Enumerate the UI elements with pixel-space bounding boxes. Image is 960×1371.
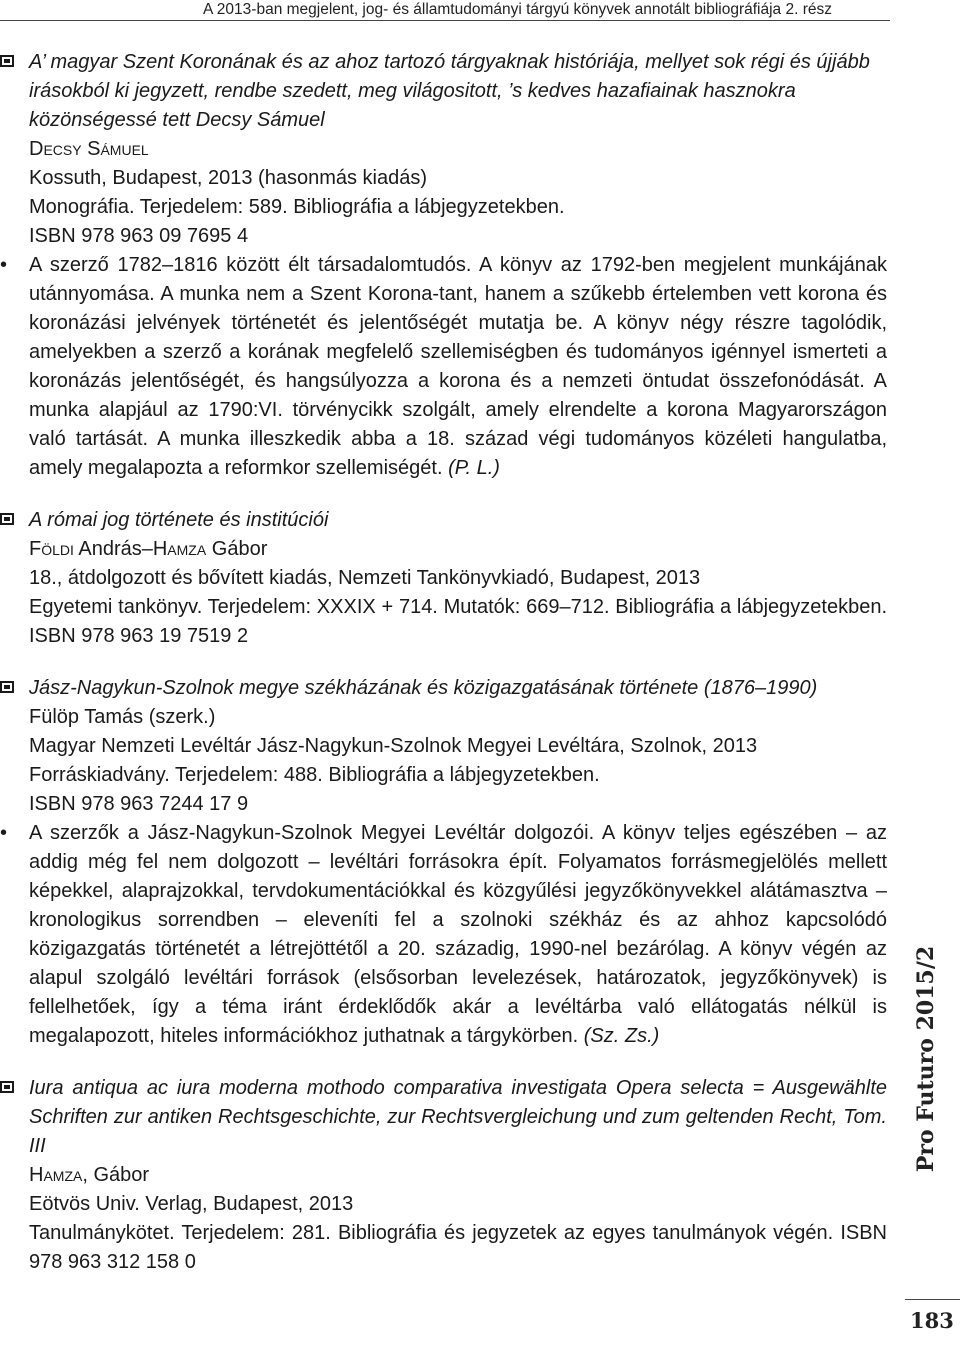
author-surname: Hamza xyxy=(152,538,207,560)
magazine-title: Pro Futuro 2015/2 xyxy=(913,945,939,1173)
annotation-text: A szerzők a Jász-Nagykun-Szolnok Megyei Levéltár dolgozói. A könyv teljes egészében – az addig még fel nem dolgozott – levéltári forrásokra épít. Folyamatos forrásmegjelölés mellett képekkel, alaprajzokkal, tervdokumentációkkal és közgyűlési jegyzőkönyvekkel alátámasztva – kronologikus sorrendben – eleveníti fel a szolnoki székház és az ahhoz kapcsolódó közigazgatás történetét a létrejöttétől a 20. századig, 1990-nel bezárólag. A könyv végén az alapul szolgáló levéltári források (elsősorban levelezések, határozatok, jegyzőkönyvek) is fellelhetőek, így a téma iránt érdeklődők akár a levéltárba való ellátogatás nélkül is megalapozott, hiteles információkhoz juthatnak a tárgykörben. xyxy=(29,822,887,1047)
square-bullet-icon xyxy=(0,55,14,67)
entry-publisher: 18., átdolgozott és bővített kiadás, Nemzeti Tankönyvkiadó, Budapest, 2013 xyxy=(29,567,701,589)
entry-annotation xyxy=(0,251,887,483)
annotation-text: A szerző 1782–1816 között élt társadalomtudós. A könyv az 1792-ben megjelent munkájának utánnyomása. A munka nem a Szent Korona-tant, hanem a szűkebb értelemben vett korona és koronázási jelvények történetét és jelentőségét mutatja be. A könyv négy részre tagolódik, amelyekben a szerző a korának megfelelő szellemiségben és tudományos igénnyel ismerteti a koronázás jelentőségét, és hangsúlyozza a korona és a nemzeti öntudat összefonódását. A munka alapjául az 1790:VI. törvénycikk szolgált, amely elrendelte a korona Magyarországon való tartását. A munka illeszkedik abba a 18. század végi tudományos közéleti hangulatba, amely megalapozta a reformkor szellemiségét. xyxy=(29,254,887,479)
author-surname: Földi xyxy=(29,538,74,560)
magazine-side-label xyxy=(892,944,960,1174)
entry-title: A’ magyar Szent Koronának és az ahoz tartozó tárgyaknak históriája, mellyet sok régi és újjább irásokból ki jegyzett, rendbe szedett, meg világositott, ’s kedves hazafiainak hasznokra közönségessé tett Decsy Sámuel xyxy=(29,51,870,131)
entry-title: Jász-Nagykun-Szolnok megye székházának és közigazgatásának története (1876–1990) xyxy=(29,677,818,699)
bibliography-list xyxy=(0,48,960,1277)
entry-publisher: Kossuth, Budapest, 2013 (hasonmás kiadás) xyxy=(29,167,428,189)
entry-annotation xyxy=(0,819,887,1051)
author-first-name: , Gábor xyxy=(82,1164,150,1186)
running-header-text: A 2013-ban megjelent, jog- és államtudományi tárgyú könyvek annotált bibliográfiája 2. rész xyxy=(203,1,832,18)
entry-isbn: ISBN 978 963 7244 17 9 xyxy=(29,793,249,815)
entry-isbn: ISBN 978 963 09 7695 4 xyxy=(29,225,249,247)
entry-publisher: Eötvös Univ. Verlag, Budapest, 2013 xyxy=(29,1193,354,1215)
entry-title: Iura antiqua ac iura moderna mothodo comparativa investigata Opera selecta = Ausgewählte Schriften zur antiken Rechtsgeschichte, zur Rechtsvergleichung und zum geltenden Recht, Tom. III xyxy=(29,1077,887,1157)
bibliography-entry xyxy=(0,506,887,651)
square-bullet-icon xyxy=(0,513,14,525)
running-header xyxy=(0,0,890,21)
annotation-initials: (P. L.) xyxy=(448,457,500,479)
entry-description: Egyetemi tankönyv. Terjedelem: XXXIX + 714. Mutatók: 669–712. Bibliográfia a lábjegyzetekben. ISBN 978 963 19 7519 2 xyxy=(29,596,887,647)
author-surname: Hamza xyxy=(29,1164,83,1186)
bibliography-entry xyxy=(0,674,887,1051)
entry-author: Decsy Sámuel xyxy=(29,138,149,160)
annotation-initials: (Sz. Zs.) xyxy=(583,1025,660,1047)
entry-publisher: Magyar Nemzeti Levéltár Jász-Nagykun-Szolnok Megyei Levéltára, Szolnok, 2013 xyxy=(29,735,758,757)
entry-author: Fülöp Tamás (szerk.) xyxy=(29,706,216,728)
bullet-icon: • xyxy=(0,254,8,276)
bullet-icon: • xyxy=(0,822,8,844)
entry-title: A római jog története és institúciói xyxy=(29,509,329,531)
entry-description: Monográfia. Terjedelem: 589. Bibliográfia a lábjegyzetekben. xyxy=(29,196,565,218)
square-bullet-icon xyxy=(0,681,14,693)
author-first-name: Gábor xyxy=(211,538,268,560)
page-number: 183 xyxy=(910,1308,954,1333)
entry-authors xyxy=(29,1161,887,1190)
entry-description: Forráskiadvány. Terjedelem: 488. Bibliográfia a lábjegyzetekben. xyxy=(29,764,600,786)
entry-authors xyxy=(29,535,887,564)
page-number-divider xyxy=(905,1299,960,1300)
bibliography-entry xyxy=(0,48,887,483)
bibliography-entry xyxy=(0,1074,887,1277)
square-bullet-icon xyxy=(0,1081,14,1093)
entry-description: Tanulmánykötet. Terjedelem: 281. Bibliográfia és jegyzetek az egyes tanulmányok végén. ISBN 978 963 312 158 0 xyxy=(29,1222,887,1273)
author-first-name: András– xyxy=(78,538,153,560)
